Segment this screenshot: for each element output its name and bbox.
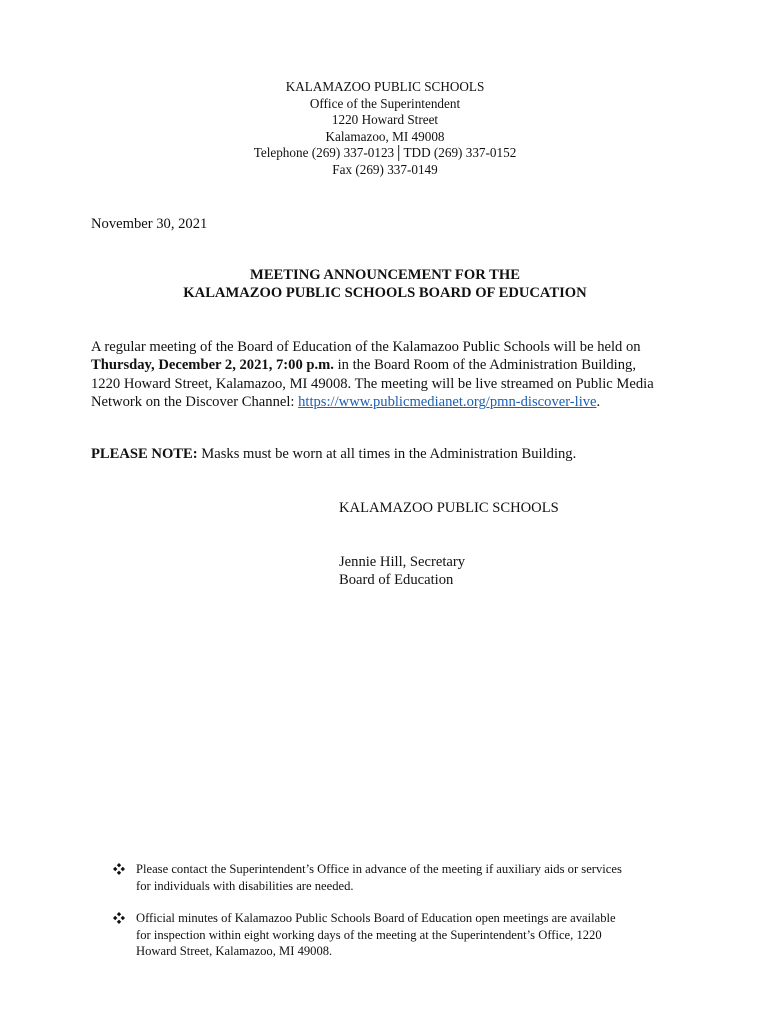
list-item-line: Official minutes of Kalamazoo Public Schools Board of Education open meetings are available	[136, 911, 616, 926]
list-item-line: for inspection within eight working days of the meeting at the Superintendent’s Office, 1220	[136, 927, 602, 942]
announcement-heading	[0, 266, 770, 302]
letterhead-office: Office of the Superintendent	[309, 95, 461, 111]
four-diamond-bullet-icon	[113, 863, 125, 875]
list-item	[112, 910, 702, 960]
paragraph-line: 1220 Howard Street, Kalamazoo, MI 49008. The meeting will be live streamed on Public Media	[91, 375, 654, 392]
signature-title: Board of Education	[339, 572, 454, 589]
letterhead	[0, 79, 770, 179]
paragraph-text: in the Board Room of the Administration Building,	[333, 357, 636, 374]
heading-line-1: MEETING ANNOUNCEMENT FOR THE	[250, 267, 520, 283]
list-item	[112, 861, 702, 894]
letter-date: November 30, 2021	[91, 216, 208, 232]
meeting-date-time: Thursday, December 2, 2021, 7:00 p.m.	[91, 357, 334, 374]
paragraph-line	[91, 393, 691, 411]
letterhead-fax: Fax (269) 337-0149	[332, 161, 438, 177]
paragraph-text: .	[596, 394, 601, 411]
footnote-list	[112, 861, 702, 976]
signature-name: Jennie Hill, Secretary	[339, 554, 466, 570]
paragraph-line	[91, 356, 691, 374]
list-item-line: for individuals with disabilities are needed.	[136, 878, 354, 893]
note-text: Masks must be worn at all times in the Administration Building.	[197, 446, 577, 462]
please-note	[91, 446, 576, 463]
letterhead-city: Kalamazoo, MI 49008	[325, 128, 445, 144]
signature-org: KALAMAZOO PUBLIC SCHOOLS	[339, 500, 559, 516]
list-item-line: Please contact the Superintendent’s Office in advance of the meeting if auxiliary aids or services	[136, 862, 622, 876]
announcement-paragraph	[91, 338, 691, 412]
note-label: PLEASE NOTE:	[91, 446, 198, 462]
paragraph-text: Network on the Discover Channel:	[91, 394, 299, 411]
letterhead-street: 1220 Howard Street	[331, 112, 439, 128]
letterhead-phone: Telephone (269) 337-0123│TDD (269) 337-0152	[253, 145, 517, 161]
heading-line-2: KALAMAZOO PUBLIC SCHOOLS BOARD OF EDUCATION	[183, 285, 587, 301]
signature-block	[339, 553, 465, 590]
livestream-link[interactable]: https://www.publicmedianet.org/pmn-discover-live	[298, 394, 597, 411]
paragraph-line: A regular meeting of the Board of Education of the Kalamazoo Public Schools will be held on	[91, 339, 641, 355]
list-item-line: Howard Street, Kalamazoo, MI 49008.	[136, 944, 333, 959]
four-diamond-bullet-icon	[113, 912, 125, 924]
letterhead-org: KALAMAZOO PUBLIC SCHOOLS	[285, 79, 485, 94]
